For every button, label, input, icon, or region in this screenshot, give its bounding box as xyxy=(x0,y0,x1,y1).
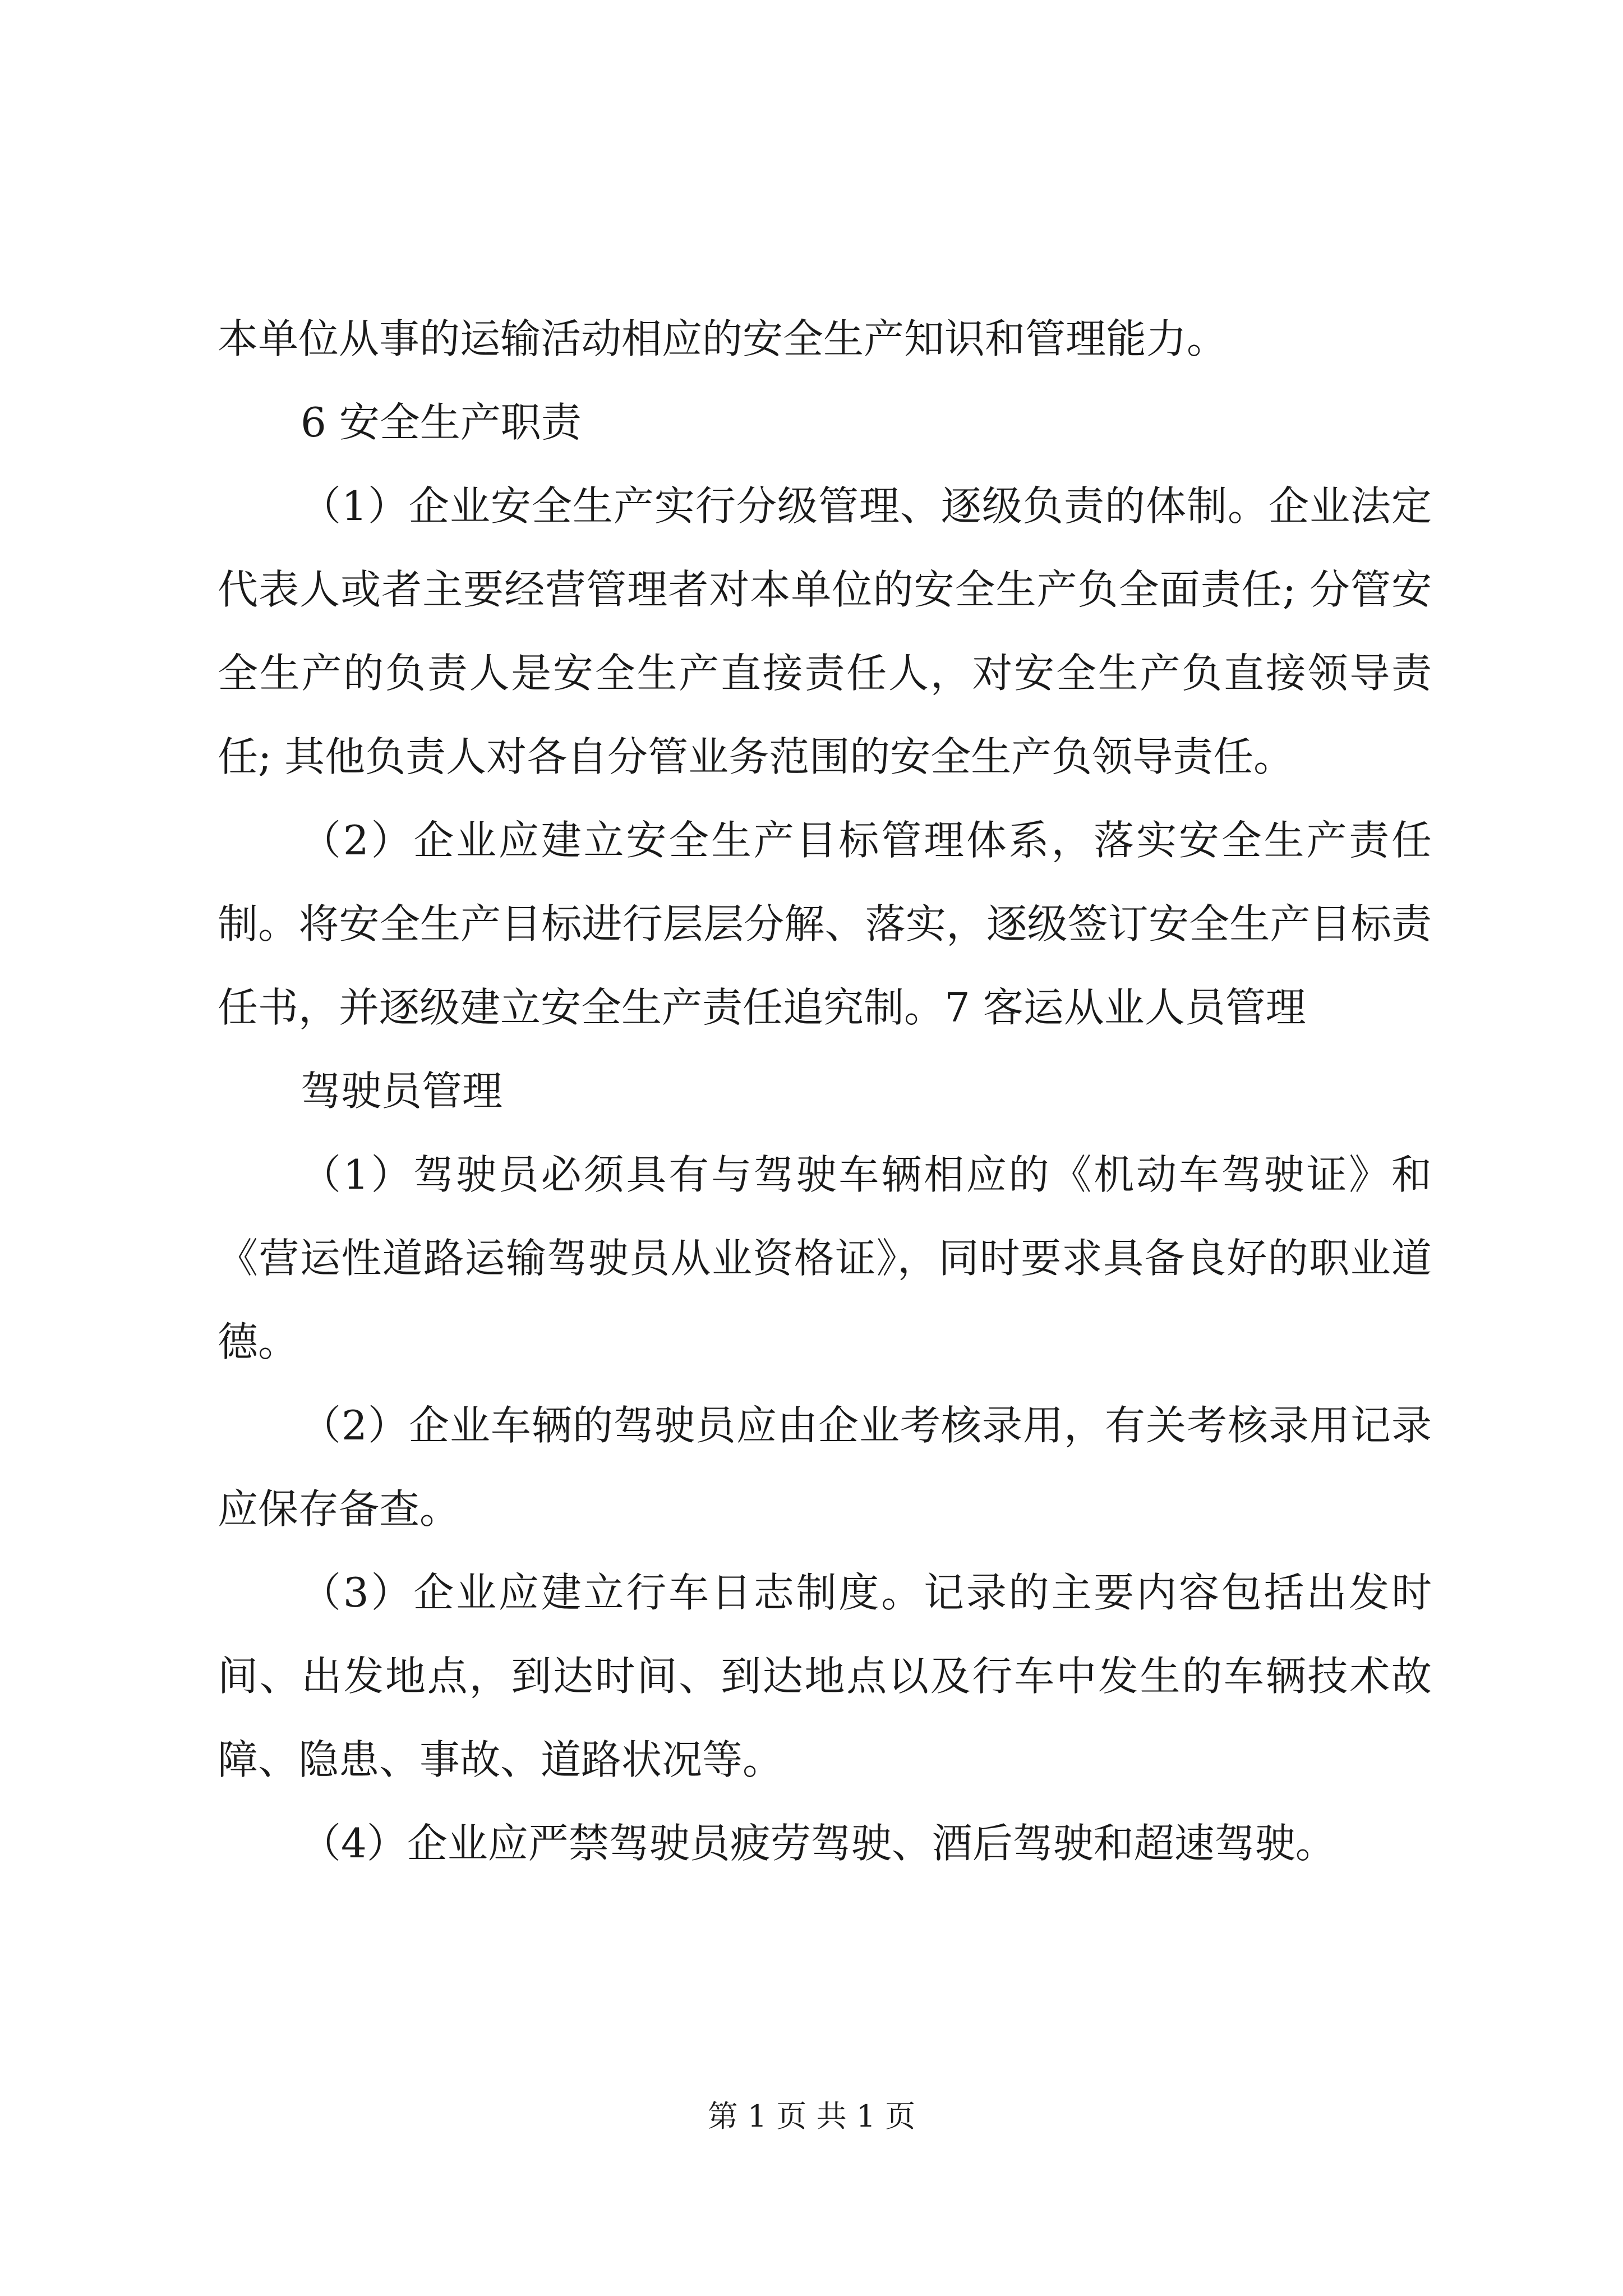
paragraph-9: （4）企业应严禁驾驶员疲劳驾驶、酒后驾驶和超速驾驶。 xyxy=(301,1820,1336,1867)
paragraph-4: （2）企业应建立安全生产目标管理体系，落实安全生产责任制。将安全生产目标进行层层分解、落实，逐级签订安全生产目标责任书，并逐级建立安全生产责任追究制。7 客运从业人员管理 xyxy=(218,817,1432,1031)
subsection-heading-driver: 驾驶员管理 xyxy=(301,1068,503,1115)
paragraph-1: 本单位从事的运输活动相应的安全生产知识和管理能力。 xyxy=(218,315,1228,362)
paragraph-6: （1）驾驶员必须具有与驾驶车辆相应的《机动车驾驶证》和《营运性道路运输驾驶员从业资格证》，同时要求具备良好的职业道德。 xyxy=(218,1151,1432,1365)
document-body xyxy=(218,297,1432,1885)
paragraph-7: （2）企业车辆的驾驶员应由企业考核录用，有关考核录用记录应保存备查。 xyxy=(218,1402,1432,1533)
paragraph-3: （1）企业安全生产实行分级管理、逐级负责的体制。企业法定代表人或者主要经营管理者对本单位的安全生产负全面责任; 分管安全生产的负责人是安全生产直接责任人，对安全生产负直接领导责任; 其他负责人对各自分管业务范围的安全生产负领导责任。 xyxy=(218,482,1432,780)
paragraph-8: （3）企业应建立行车日志制度。记录的主要内容包括出发时间、出发地点，到达时间、到达地点以及行车中发生的车辆技术故障、隐患、事故、道路状况等。 xyxy=(218,1569,1432,1783)
section-heading-6: 6 安全生产职责 xyxy=(301,399,582,446)
page-footer: 第 1 页 共 1 页 xyxy=(707,2099,916,2134)
